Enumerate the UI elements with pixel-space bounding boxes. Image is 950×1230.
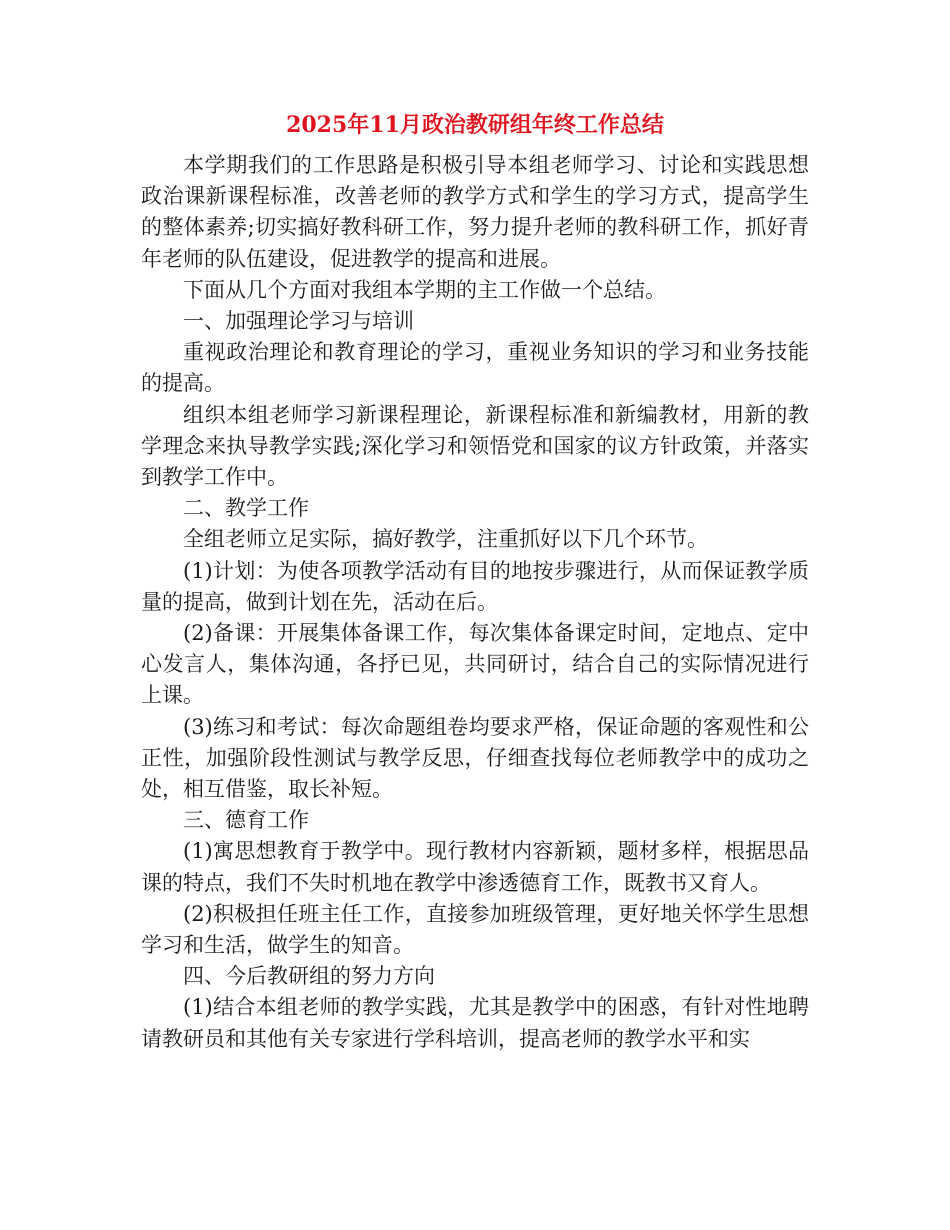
paragraph-overview: 下面从几个方面对我组本学期的主工作做一个总结。 bbox=[183, 277, 666, 302]
document-body bbox=[141, 150, 809, 1055]
section-heading-teaching: 二、教学工作 bbox=[183, 496, 309, 521]
section-heading-moral: 三、德育工作 bbox=[183, 808, 309, 833]
page-title: 2025年11月政治教研组年终工作总结 bbox=[286, 112, 664, 138]
paragraph-intro: 本学期我们的工作思路是积极引导本组老师学习、讨论和实践思想政治课新课程标准，改善老师的教学方式和学生的学习方式，提高学生的整体素养;切实搞好教科研工作，努力提升老师的教科研工作，抓好青年老师的队伍建设，促进教学的提高和进展。 bbox=[141, 153, 809, 271]
section-heading-theory: 一、加强理论学习与培训 bbox=[183, 309, 414, 334]
paragraph-teaching-prep: (2)备课：开展集体备课工作，每次集体备课定时间，定地点、定中心发言人，集体沟通，各抒已见，共同研讨，结合自己的实际情况进行上课。 bbox=[141, 621, 809, 708]
paragraph-moral-2: (2)积极担任班主任工作，直接参加班级管理，更好地关怀学生思想学习和生活，做学生的知音。 bbox=[141, 901, 809, 958]
paragraph-teaching-intro: 全组老师立足实际，搞好教学，注重抓好以下几个环节。 bbox=[183, 527, 708, 552]
paragraph-theory-1: 重视政治理论和教育理论的学习，重视业务知识的学习和业务技能的提高。 bbox=[141, 340, 809, 396]
section-heading-future: 四、今后教研组的努力方向 bbox=[183, 964, 435, 989]
paragraph-moral-1: (1)寓思想教育于教学中。现行教材内容新颖，题材多样，根据思品课的特点，我们不失时机地在教学中渗透德育工作，既教书又育人。 bbox=[141, 839, 809, 895]
paragraph-theory-2: 组织本组老师学习新课程理论，新课程标准和新编教材，用新的教学理念来执导教学实践;深化学习和领悟党和国家的议方针政策，并落实到教学工作中。 bbox=[141, 402, 809, 490]
paragraph-future-1: (1)结合本组老师的教学实践，尤其是教学中的困惑，有针对性地聘请教研员和其他有关专家进行学科培训，提高老师的教学水平和实 bbox=[141, 995, 809, 1051]
paragraph-teaching-plan: (1)计划：为使各项教学活动有目的地按步骤进行，从而保证教学质量的提高，做到计划在先，活动在后。 bbox=[141, 558, 809, 614]
paragraph-teaching-exam: (3)练习和考试：每次命题组卷均要求严格，保证命题的客观性和公正性，加强阶段性测试与教学反思，仔细查找每位老师教学中的成功之处，相互借鉴，取长补短。 bbox=[141, 714, 809, 802]
